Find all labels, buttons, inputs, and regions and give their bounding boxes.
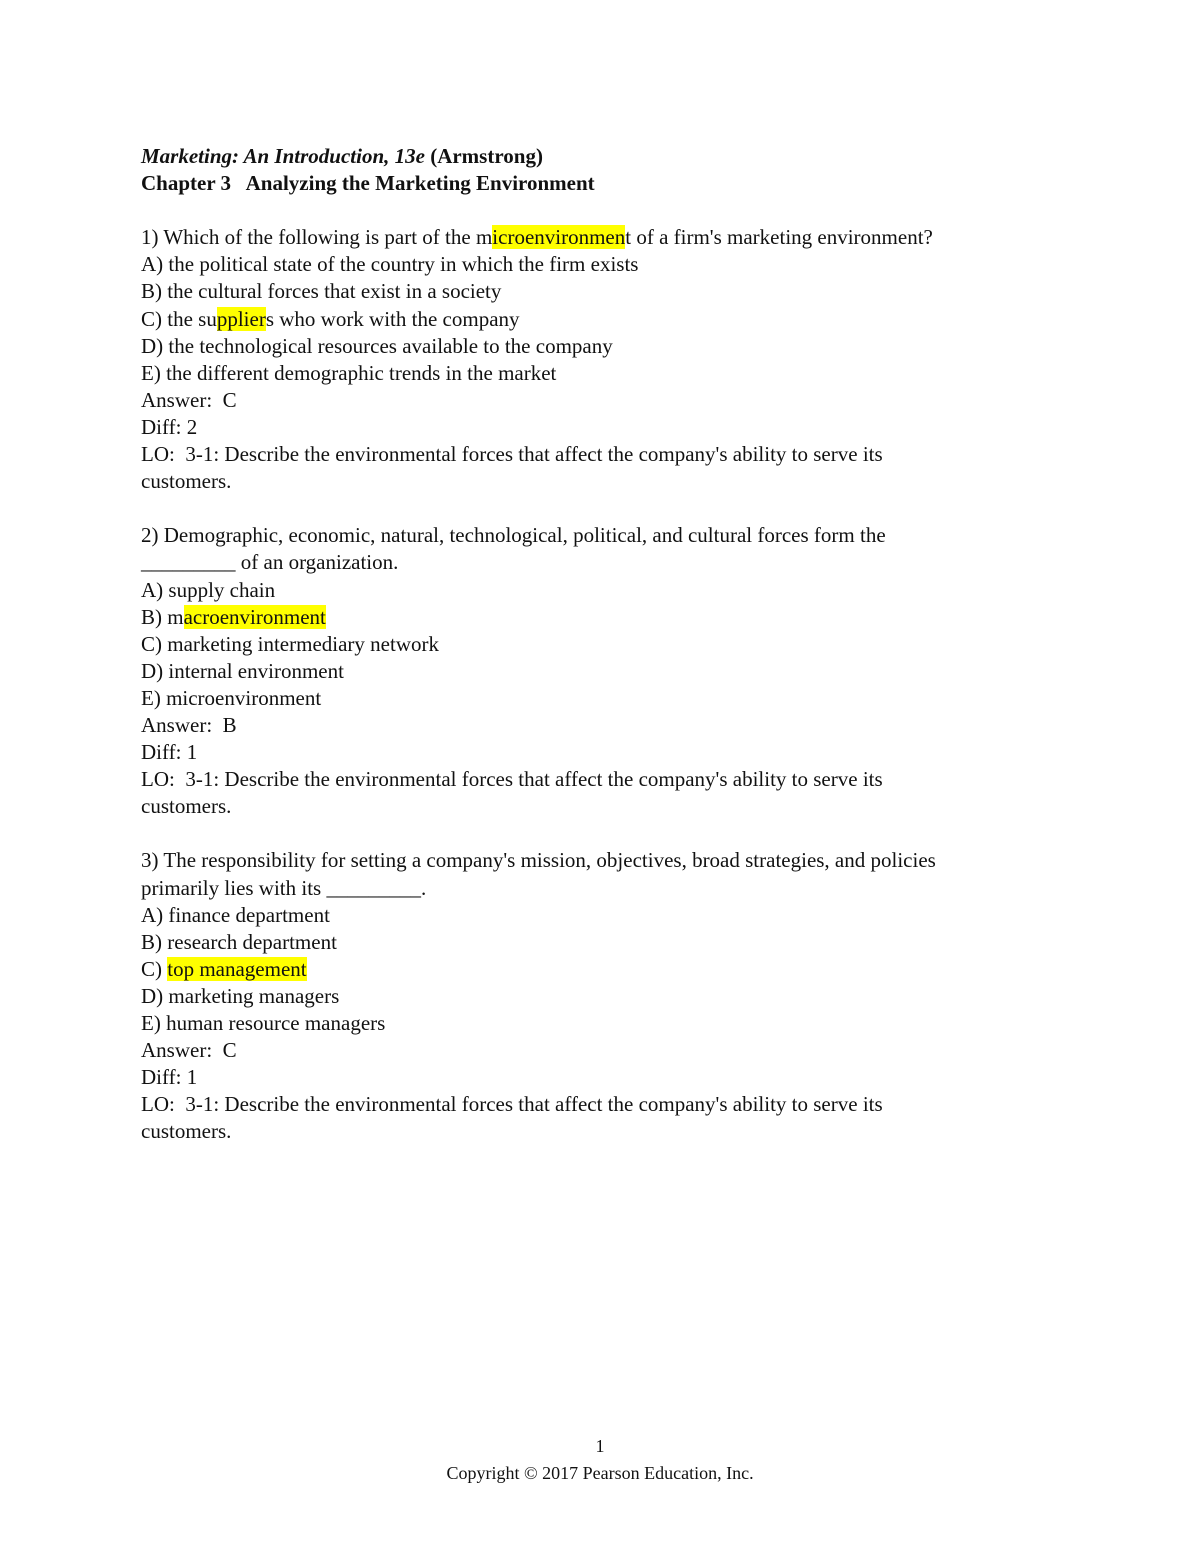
option-b: B) the cultural forces that exist in a society [141, 279, 502, 304]
chapter-title: Chapter 3 Analyzing the Marketing Environment [141, 171, 595, 196]
option-a: A) supply chain [141, 577, 276, 602]
option-c: C) the suppliers who work with the company [141, 306, 520, 331]
learning-objective-cont: customers. [141, 469, 232, 494]
learning-objective: LO: 3-1: Describe the environmental forces that affect the company's ability to serve its [141, 1092, 883, 1117]
highlighted-text: top management [167, 956, 307, 981]
learning-objective: LO: 3-1: Describe the environmental forces that affect the company's ability to serve its [141, 767, 883, 792]
question-stem-cont: primarily lies with its _________. [141, 875, 427, 900]
highlighted-text: pplier [216, 306, 266, 331]
option-d: D) the technological resources available to the company [141, 333, 613, 358]
option-c: C) marketing intermediary network [141, 631, 439, 656]
difficulty: Diff: 2 [141, 414, 198, 439]
option-e: E) human resource managers [141, 1011, 386, 1035]
option-d: D) marketing managers [141, 983, 340, 1008]
difficulty: Diff: 1 [141, 1065, 198, 1090]
highlighted-text: icroenvironmen [492, 225, 626, 250]
option-c: C) top management [141, 956, 307, 981]
book-title-line [141, 143, 1061, 170]
question-stem-cont: _________ of an organization. [141, 550, 399, 575]
spacer [141, 197, 1061, 224]
question-1 [141, 224, 1061, 495]
option-a: A) finance department [141, 902, 330, 927]
question-2 [141, 522, 1061, 820]
question-3 [141, 847, 1061, 1145]
option-a: A) the political state of the country in which the firm exists [141, 252, 639, 277]
question-stem: 2) Demographic, economic, natural, technological, political, and cultural forces form the [141, 523, 886, 548]
answer: Answer: C [141, 387, 237, 412]
book-author: (Armstrong) [424, 144, 543, 168]
answer: Answer: B [141, 712, 237, 737]
difficulty: Diff: 1 [141, 740, 198, 765]
spacer [141, 820, 1061, 847]
option-b: B) macroenvironment [141, 604, 326, 629]
question-stem: 1) Which of the following is part of the microenvironment of a firm's marketing environment? [141, 225, 933, 250]
option-b: B) research department [141, 929, 337, 954]
page-number: 1 [595, 1436, 605, 1456]
learning-objective-cont: customers. [141, 1119, 232, 1144]
learning-objective-cont: customers. [141, 794, 232, 819]
learning-objective: LO: 3-1: Describe the environmental forces that affect the company's ability to serve its [141, 442, 883, 467]
option-e: E) the different demographic trends in the market [141, 360, 557, 385]
answer: Answer: C [141, 1038, 237, 1063]
book-title: Marketing: An Introduction, 13e [141, 144, 425, 168]
document-body [141, 143, 1061, 1145]
option-d: D) internal environment [141, 658, 344, 683]
spacer [141, 495, 1061, 522]
copyright-notice: Copyright © 2017 Pearson Education, Inc. [446, 1463, 754, 1483]
question-stem: 3) The responsibility for setting a company's mission, objectives, broad strategies, and policies [141, 848, 936, 873]
option-e: E) microenvironment [141, 685, 322, 710]
highlighted-text: acroenvironment [183, 604, 326, 629]
